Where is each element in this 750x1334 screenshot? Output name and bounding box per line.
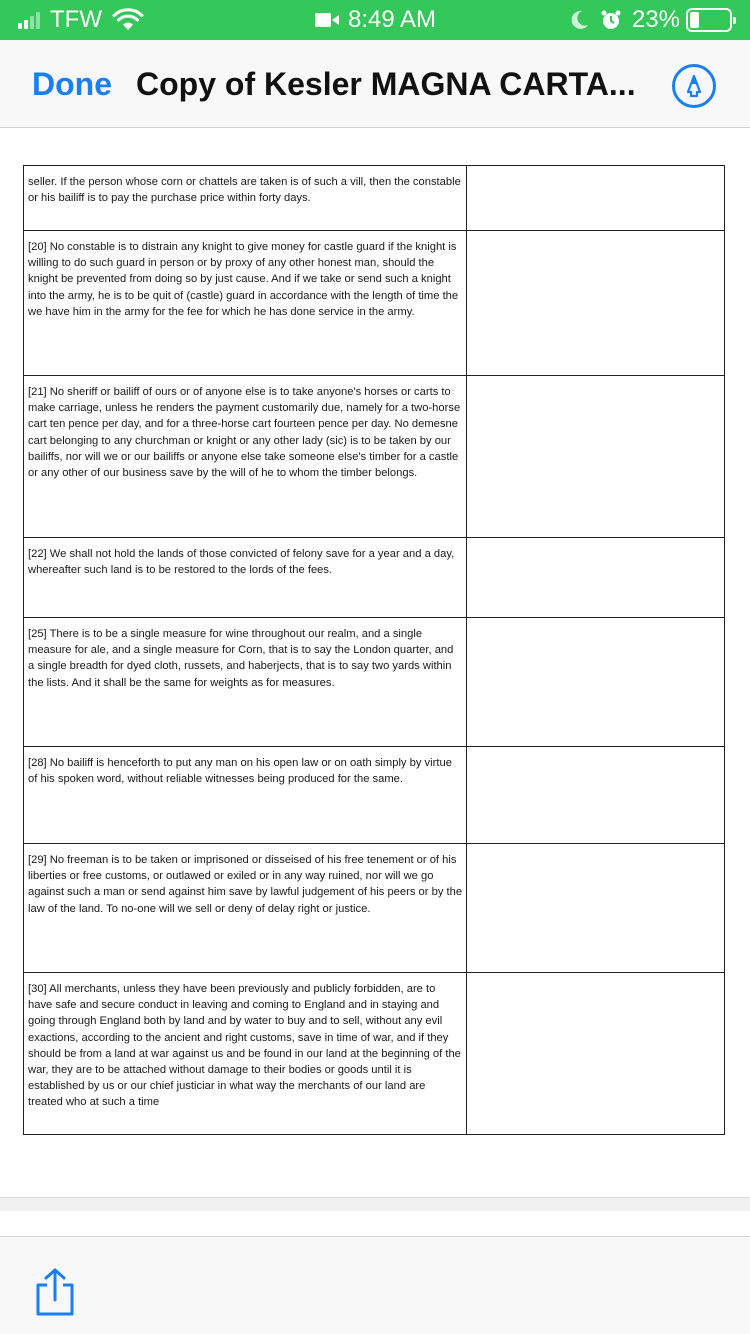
table-row bbox=[24, 166, 725, 231]
table-cell-empty bbox=[467, 231, 725, 376]
table-cell-empty bbox=[467, 618, 725, 747]
page-separator bbox=[0, 1197, 750, 1211]
share-icon bbox=[34, 1267, 76, 1317]
moon-icon bbox=[568, 9, 590, 31]
table-cell-text: [20] No constable is to distrain any knight to give money for castle guard if the knight is willing to do such guard in person or by proxy of any other honest man, should the knight be prevented from doing so by just cause. And if we take or send such a knight into the army, he is to be quit of (castle) guard in accordance with the length of time the we have him in the army for the fee for which he has done service in the army. bbox=[24, 231, 467, 376]
table-row bbox=[24, 973, 725, 1135]
status-right bbox=[568, 0, 732, 40]
markup-button[interactable] bbox=[672, 64, 716, 108]
navigation-bar bbox=[0, 40, 750, 128]
battery-level bbox=[690, 12, 699, 28]
table-row bbox=[24, 538, 725, 618]
done-button[interactable]: Done bbox=[32, 66, 112, 102]
table-row bbox=[24, 844, 725, 973]
table-cell-text: [29] No freeman is to be taken or imprisoned or disseised of his free tenement or of his liberties or free customs, or outlawed or exiled or in any way ruined, nor will we go against such a man or send against him save by lawful judgement of his peers or by the law of the land. To no-one will we sell or deny of delay right or justice. bbox=[24, 844, 467, 973]
table-row bbox=[24, 747, 725, 844]
carrier-name: TFW bbox=[50, 6, 102, 33]
alarm-icon bbox=[600, 9, 622, 31]
status-bar bbox=[0, 0, 750, 40]
table-row bbox=[24, 376, 725, 538]
table-row bbox=[24, 618, 725, 747]
table-cell-text: seller. If the person whose corn or chattels are taken is of such a vill, then the constable or his bailiff is to pay the purchase price within forty days. bbox=[24, 166, 467, 231]
clock: 8:49 AM bbox=[347, 6, 437, 33]
table-cell-empty bbox=[467, 166, 725, 231]
document-title: Copy of Kesler MAGNA CARTA... bbox=[136, 66, 636, 102]
table-row bbox=[24, 231, 725, 376]
table-cell-empty bbox=[467, 376, 725, 538]
battery-percentage: 23% bbox=[631, 6, 680, 33]
table-cell-empty bbox=[467, 844, 725, 973]
table-cell-empty bbox=[467, 538, 725, 618]
table-cell-text: [28] No bailiff is henceforth to put any man on his open law or on oath simply by virtue of his spoken word, without reliable witnesses being produced for the same. bbox=[24, 747, 467, 844]
table-cell-empty bbox=[467, 973, 725, 1135]
table-cell-empty bbox=[467, 747, 725, 844]
battery-icon bbox=[686, 8, 732, 32]
table-cell-text: [25] There is to be a single measure for wine throughout our realm, and a single measure for ale, and a single measure for Corn, that is to say the London quarter, and a single breadth for dyed cloth, russets, and haberjects, that is to say two yards within the lists. And it shall be the same for weights as for measures. bbox=[24, 618, 467, 747]
document-viewer[interactable] bbox=[0, 129, 750, 1197]
markup-icon bbox=[675, 67, 713, 105]
share-button[interactable] bbox=[34, 1267, 76, 1317]
document-table bbox=[23, 165, 725, 1135]
table-cell-text: [21] No sheriff or bailiff of ours or of anyone else is to take anyone's horses or carts to make carriage, unless he renders the payment customarily due, namely for a two-horse cart ten pence per day, and for a three-horse cart fourteen pence per day. No demesne cart belonging to any churchman or knight or any other lady (sic) is to be taken by our bailiffs, nor will we or our bailiffs or anyone else take someone else's timber for a castle or any other of our business save by the will of he to whom the timber belongs. bbox=[24, 376, 467, 538]
screen-record-icon bbox=[314, 12, 340, 28]
bottom-toolbar bbox=[0, 1236, 750, 1334]
table-cell-text: [22] We shall not hold the lands of those convicted of felony save for a year and a day, whereafter such land is to be restored to the lords of the fees. bbox=[24, 538, 467, 618]
table-cell-text: [30] All merchants, unless they have been previously and publicly forbidden, are to have safe and secure conduct in leaving and coming to England and in staying and going through England both by land and by water to buy and to sell, without any evil exactions, according to the ancient and right customs, save in time of war, and if they should be from a land at war against us and be found in our land at the beginning of the war, they are to be attached without damage to their bodies or goods until it is established by us or our chief justiciar in what way the merchants of our land are treated who at such a time bbox=[24, 973, 467, 1135]
